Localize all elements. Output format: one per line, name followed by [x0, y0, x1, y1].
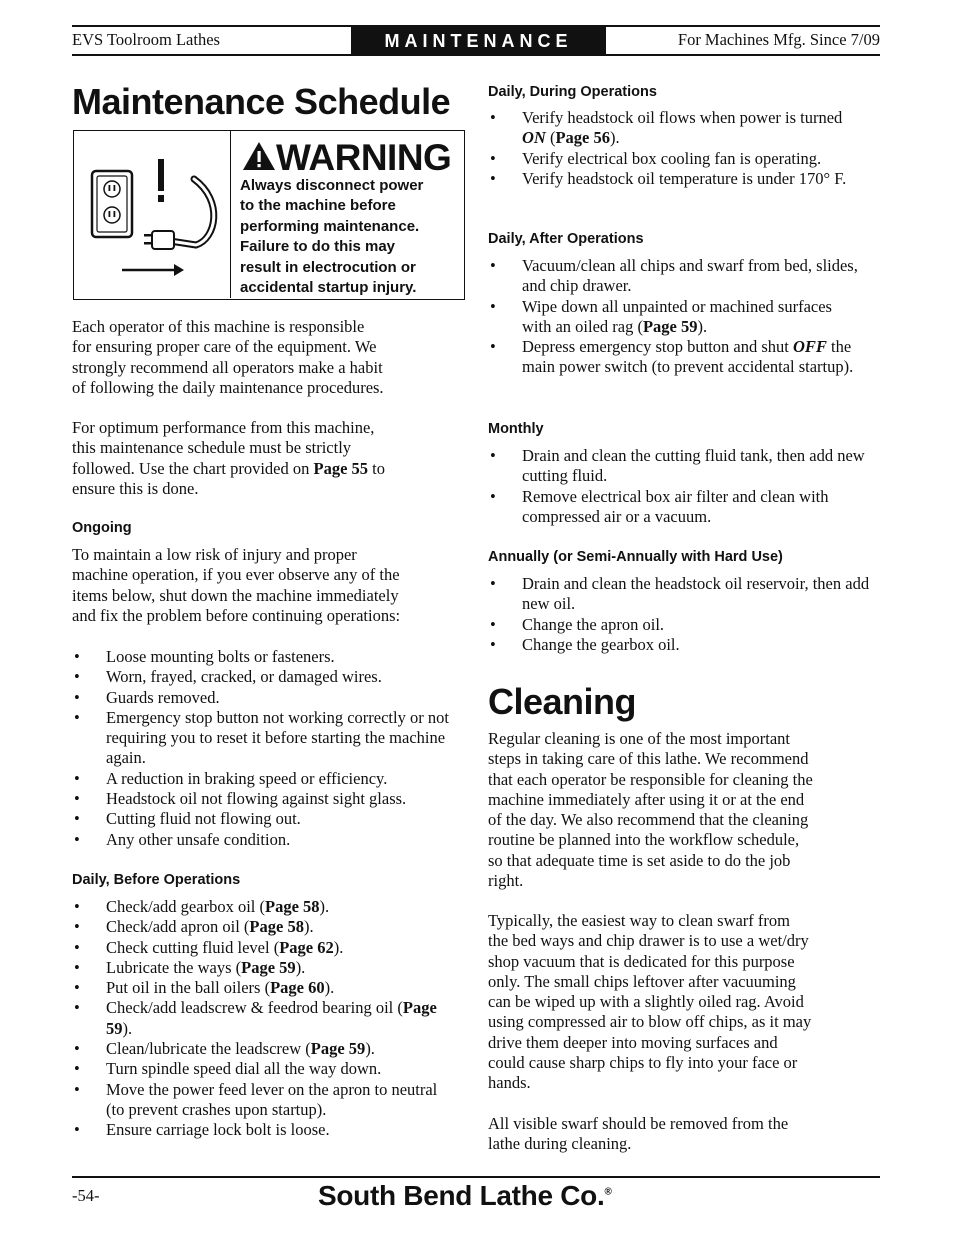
list-item: • Loose mounting bolts or fasteners.: [72, 647, 472, 667]
warning-heading: WARNING: [242, 137, 451, 179]
list-item: • Move the power feed lever on the apron to neutral (to prevent crashes upon startup).: [72, 1080, 447, 1121]
list-item: • Emergency stop button not working correctly or not requiring you to reset it before starting the machine again.: [72, 708, 466, 769]
warning-text: [240, 176, 460, 298]
cleaning-title: Cleaning: [488, 681, 637, 722]
warning-line: performing maintenance.: [240, 217, 420, 235]
before-operations-list: [72, 897, 447, 1141]
list-item: • A reduction in braking speed or efficiency.: [72, 769, 472, 789]
list-item: • Change the gearbox oil.: [488, 635, 883, 655]
page-title: Maintenance Schedule: [72, 81, 451, 122]
unplugged-cord-icon: [144, 179, 214, 249]
list-item: • Worn, frayed, cracked, or damaged wires.: [72, 667, 472, 687]
header-bottom-rule: [72, 54, 880, 56]
cleaning-paragraph-2: Typically, the easiest way to clean swarf from the bed ways and chip drawer is to use a wet/dry shop vacuum that is dedicated for this purpose only. The small chips leftover after vacuuming can be wiped up with a slightly oiled rag. Avoid using compressed air to blow off chips, as it may drive them deeper into moving surfaces and could cause sharp chips to fly into your face or hands.: [488, 911, 812, 1093]
warning-line: Failure to do this may: [240, 238, 396, 256]
list-item: • Lubricate the ways (Page 59).: [72, 958, 447, 978]
warning-box: [73, 130, 465, 300]
intro-paragraph-2: For optimum performance from this machine, this maintenance schedule must be strictly followed. Use the chart provided on Page 55 to ensure this is done.: [72, 418, 385, 498]
warning-line: result in electrocution or: [240, 258, 416, 276]
list-item: • Check/add apron oil (Page 58).: [72, 917, 447, 937]
list-item: • Check cutting fluid level (Page 62).: [72, 938, 447, 958]
list-item: • Any other unsafe condition.: [72, 830, 472, 850]
cleaning-paragraph-1: Regular cleaning is one of the most important steps in taking care of this lathe. We recommend that each operator be responsible for cleaning the machine immediately after using it or at the end of the day. We also recommend that the cleaning routine be planned into the workflow schedule, so that adequate time is set aside to do the job right.: [488, 729, 813, 891]
ongoing-list: [72, 647, 472, 850]
warning-line: to the machine before: [240, 197, 396, 215]
during-operations-list: [488, 108, 858, 189]
exclamation-icon: [158, 159, 164, 202]
arrow-right-icon: [122, 264, 184, 276]
list-item: • Wipe down all unpainted or machined surfaces with an oiled rag (Page 59).: [488, 297, 858, 338]
list-item: • Check/add leadscrew & feedrod bearing oil (Page 59).: [72, 998, 447, 1039]
list-item: • Vacuum/clean all chips and swarf from bed, slides, and chip drawer.: [488, 256, 858, 297]
list-item: • Check/add gearbox oil (Page 58).: [72, 897, 447, 917]
footer-rule: [72, 1176, 880, 1178]
list-item: • Clean/lubricate the leadscrew (Page 59).: [72, 1039, 447, 1059]
wall-outlet-icon: [92, 171, 132, 237]
list-item: • Verify headstock oil temperature is under 170° F.: [488, 169, 858, 189]
after-operations-list: [488, 256, 858, 378]
brand-logo: South Bend Lathe Co.®: [318, 1180, 612, 1211]
header-machines-note: For Machines Mfg. Since 7/09: [677, 30, 880, 49]
cleaning-paragraph-3: All visible swarf should be removed from the lathe during cleaning.: [488, 1114, 789, 1154]
list-item: • Turn spindle speed dial all the way down.: [72, 1059, 447, 1079]
list-item: • Guards removed.: [72, 688, 472, 708]
ongoing-paragraph: To maintain a low risk of injury and proper machine operation, if you ever observe any of the items below, shut down the machine immediately and fix the problem before continuing operations:: [72, 545, 401, 625]
header-section-tab: MAINTENANCE: [351, 27, 606, 54]
ongoing-heading: Ongoing: [72, 520, 132, 536]
monthly-heading: Monthly: [488, 421, 544, 437]
monthly-list: [488, 446, 883, 527]
warning-line: accidental startup injury.: [240, 279, 417, 297]
page-number: -54-: [72, 1186, 100, 1205]
warning-pictogram: [74, 131, 231, 298]
list-item: • Drain and clean the headstock oil reservoir, then add new oil.: [488, 574, 883, 615]
list-item: • Headstock oil not flowing against sight glass.: [72, 789, 472, 809]
list-item: • Verify electrical box cooling fan is operating.: [488, 149, 858, 169]
list-item: • Drain and clean the cutting fluid tank, then add new cutting fluid.: [488, 446, 883, 487]
registered-mark: ®: [604, 1186, 612, 1198]
list-item: • Cutting fluid not flowing out.: [72, 809, 472, 829]
annually-list: [488, 574, 883, 655]
warning-triangle-icon: [242, 140, 276, 172]
warning-line: Always disconnect power: [240, 177, 424, 194]
annually-heading: Annually (or Semi-Annually with Hard Use): [488, 549, 783, 565]
page-reference: Page 55: [313, 458, 369, 478]
list-item: • Depress emergency stop button and shut OFF the main power switch (to prevent accidental startup).: [488, 337, 858, 378]
before-operations-heading: Daily, Before Operations: [72, 872, 241, 888]
list-item: • Remove electrical box air filter and clean with compressed air or a vacuum.: [488, 487, 862, 528]
after-operations-heading: Daily, After Operations: [488, 231, 644, 247]
list-item: • Put oil in the ball oilers (Page 60).: [72, 978, 447, 998]
list-item: • Verify headstock oil flows when power is turned ON (Page 56).: [488, 108, 858, 149]
intro-paragraph-1: Each operator of this machine is responsible for ensuring proper care of the equipment. We strongly recommend all operators make a habit of following the daily maintenance procedures.: [72, 317, 384, 397]
header-manual-title: EVS Toolroom Lathes: [72, 30, 220, 49]
list-item: • Ensure carriage lock bolt is loose.: [72, 1120, 447, 1140]
list-item: • Change the apron oil.: [488, 615, 883, 635]
during-operations-heading: Daily, During Operations: [488, 84, 657, 100]
